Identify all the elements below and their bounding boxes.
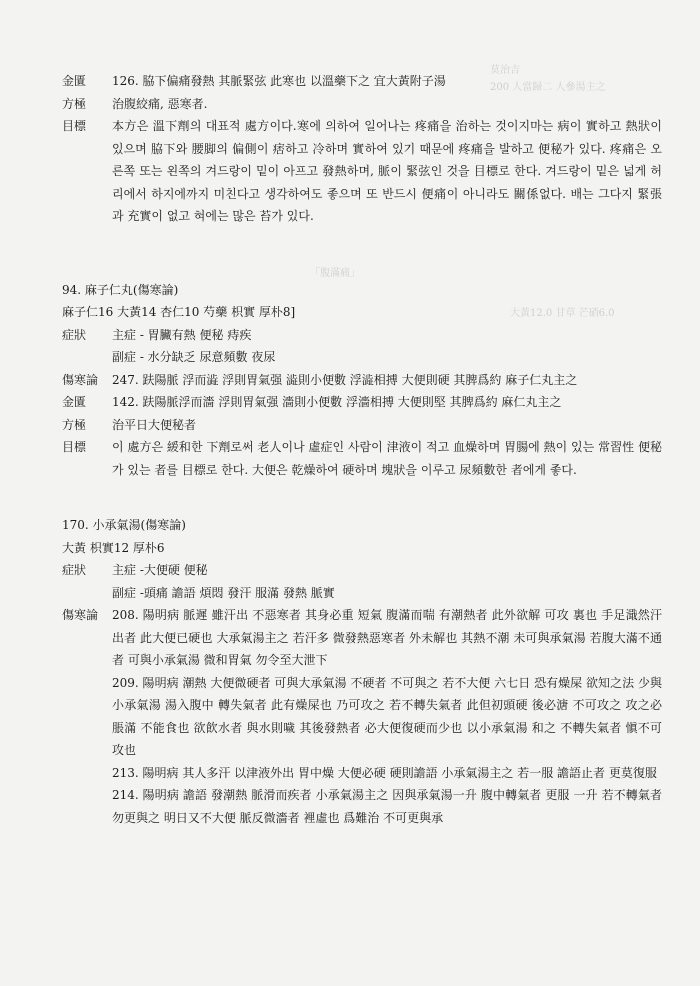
main-symptom: 主症 -大便硬 便秘 — [112, 563, 208, 577]
verse-item: 208. 陽明病 脈遲 雖汗出 不惡寒者 其身必重 短氣 腹滿而喘 有潮熱者 此外欲解 可攻 裏也 手足濈然汗出者 此大便已硬也 大承氣湯主之 若汗多 微發熱惡寒者 外未解也 其熱不潮 未可與承氣湯 若腹大滿不通者 可與小承氣湯 微和胃氣 勿令至大泄下 — [112, 608, 662, 667]
row-label: 傷寒論 — [62, 608, 99, 622]
row-text: 126. 脇下偏痛發熱 其脈緊弦 此寒也 以溫藥下之 宜大黃附子湯 — [112, 74, 446, 88]
row-text: 이 處方은 緩和한 下劑로써 老人이나 虛症인 사람이 津液이 적고 血燥하며 胃腸에 熱이 있는 常習性 便秘가 있는 者를 目標로 한다. 大便은 乾燥하여 硬하며 塊狀을 이루고 尿頻數한 者에게 좋다. — [112, 440, 662, 477]
row-label: 金匱 — [62, 74, 87, 88]
bleed-through-text: 「腹滿痛」 — [310, 268, 360, 279]
mokuhyo-row — [62, 436, 662, 481]
bleed-through-text: 大黃12.0 甘草 芒硝6.0 — [510, 308, 615, 319]
hoge-row — [62, 93, 662, 116]
shokan-row — [62, 369, 662, 392]
hoge-row — [62, 414, 662, 437]
row-label: 方極 — [62, 96, 87, 111]
symptom-row — [62, 559, 662, 604]
row-text: 247. 趺陽脈 浮而澁 浮則胃氣强 澁則小便數 浮澁相搏 大便則硬 其脾爲約 麻子仁丸主之 — [112, 372, 578, 387]
row-text: 本方은 溫下劑의 대표적 處方이다.寒에 의하여 일어나는 疼痛을 治하는 것이지마는 病이 實하고 熱狀이 있으며 脇下와 腰脚의 偏側이 痞하고 冷하며 實하여 있기 때문에 疼痛을 발하고 便秘가 있다. 疼痛은 오른쪽 또는 왼쪽의 겨드랑이 밑이 아프고 發熱하며, 脈이 緊弦인 것을 目標로 한다. 겨드랑이 밑은 넓게 허리에서 하지에까지 미친다고 생각하여도 좋으며 또 반드시 便痛이 아니라도 關係없다. 배는 그다지 緊張과 充實이 없고 혀에는 많은 苔가 있다. — [112, 119, 662, 223]
row-text: 治腹絞痛, 惡寒者. — [112, 96, 208, 111]
main-symptom: 主症 - 胃臟有熱 便秘 痔疾 — [112, 327, 252, 342]
symptom-row — [62, 324, 662, 369]
row-text: 治平日大便秘者 — [112, 417, 197, 432]
row-label: 目標 — [62, 119, 87, 133]
row-label: 傷寒論 — [62, 372, 99, 387]
verse-item: 209. 陽明病 潮熱 大便微硬者 可與大承氣湯 不硬者 不可與之 若不大便 六七日 恐有燥屎 欲知之法 少與小承氣湯 湯入腹中 轉失氣者 此有燥屎也 乃可攻之 若不轉失氣者 此但初頭硬 後必溏 不可攻之 攻之必脹滿 不能食也 欲飮水者 與水則噦 其後發熱者 必大便復硬而少也 以小承氣湯 和之 不轉失氣者 愼不可攻也 — [112, 675, 662, 757]
sub-symptom: 副症 - 水分缺乏 尿意頻數 夜尿 — [112, 350, 276, 364]
kinki-row — [62, 70, 662, 93]
section-title: 94. 麻子仁丸(傷寒論) — [62, 282, 179, 297]
mokuhyo-row — [62, 115, 662, 228]
row-label: 症狀 — [62, 563, 87, 577]
ingredients: 麻子仁16 大黃14 杏仁10 芍藥 枳實 厚朴8] — [62, 305, 296, 319]
verse-item: 213. 陽明病 其人多汗 以津液外出 胃中燥 大便必硬 硬則譫語 小承氣湯主之 若一服 譫語止者 更莫復服 — [112, 765, 657, 780]
row-label: 目標 — [62, 440, 87, 454]
kinki-row — [62, 391, 662, 414]
bleed-through-text: 莫治吉 200 人當歸二 人參湯主之 — [490, 65, 606, 93]
ingredients: 大黃 枳實12 厚朴6 — [62, 540, 165, 555]
row-label: 症狀 — [62, 327, 87, 342]
row-text: 142. 趺陽脈浮而濇 浮則胃氣强 濇則小便數 浮濇相搏 大便則堅 其脾爲約 麻仁丸主之 — [112, 395, 562, 409]
document-body — [62, 70, 662, 829]
verse-item: 214. 陽明病 譫語 發潮熱 脈滑而疾者 小承氣湯主之 因與承氣湯一升 腹中轉氣者 更服 一升 若不轉氣者 勿更與之 明日又不大便 脈反微濇者 裡虛也 爲難治 不可更與承 — [112, 788, 662, 825]
sub-symptom: 副症 -頭痛 譫語 煩悶 發汗 服滿 發熱 脈實 — [112, 585, 335, 600]
row-label: 方極 — [62, 417, 87, 432]
shokan-row — [62, 604, 662, 829]
row-label: 金匱 — [62, 395, 87, 409]
section-title: 170. 小承氣湯(傷寒論) — [62, 518, 186, 532]
